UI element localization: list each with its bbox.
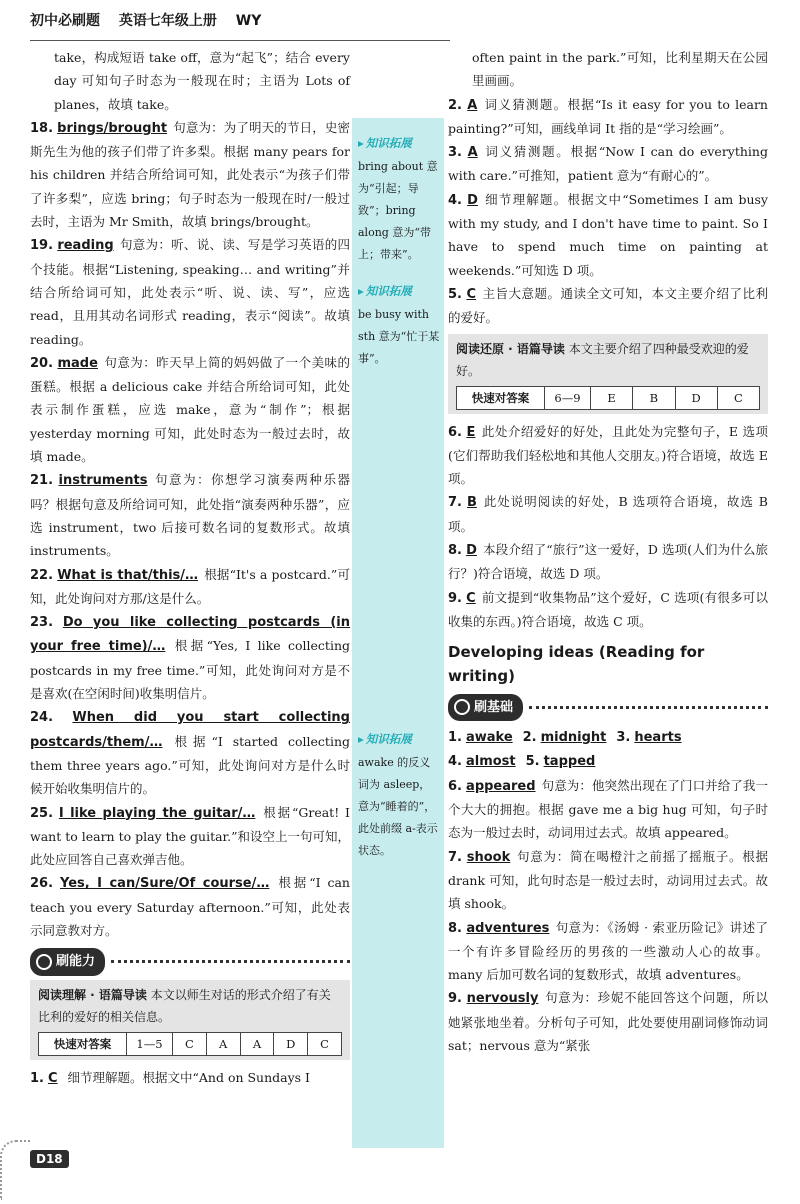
quick-answer-cell: A [207, 1033, 241, 1055]
item-number: 4. [448, 192, 462, 208]
quick-answer-cell: E [591, 387, 633, 409]
item-explanation: 此处说明阅读的好处，B 选项符合语境，故选 B 项。 [448, 494, 768, 534]
quick-answer-cell: A [241, 1033, 275, 1055]
gear-icon [454, 699, 470, 715]
item-answer: I like playing the guitar/… [58, 805, 256, 821]
section-divider [111, 960, 350, 963]
answer-item [30, 351, 350, 468]
answer-item [30, 610, 350, 705]
item-number: 22. [30, 567, 54, 583]
item-explanation: 句意为：听、说、读、写是学习英语的四个技能。根据“Listening, speaking… and writing”并结合所给词可知，此处表示“听、说、读、写”，应选 read，且用其动名词形式 reading，表示“阅读”。故填 reading。 [30, 237, 350, 347]
item-number: 19. [30, 238, 54, 254]
item-answer: adventures [466, 920, 550, 936]
item-answer: reading [57, 238, 114, 254]
item-answer: A [467, 145, 478, 161]
sidebar-tag: ▸ 知识拓展 [358, 728, 440, 750]
item-explanation: 根据“Yes, I like collecting postcards in my free time.”可知，此处询问对方是不是喜欢(在空闲时间)收集明信片。 [30, 638, 350, 702]
item-explanation: 句意为：珍妮不能回答这个问题，所以她紧张地坐着。分析句子可知，此处要使用副词修饰动词 sat；nervous 意为“紧张 [448, 990, 768, 1053]
item-explanation: 词义猜测题。根据“Is it easy for you to learn painting?”可知，画线单词 It 指的是“学习绘画”。 [448, 96, 768, 136]
edition-label: WY [235, 13, 262, 29]
answer-item [448, 774, 768, 845]
quick-answer-cell: C [320, 1036, 329, 1051]
item-explanation: 根据“Great! I want to learn to play the guitar.”和设空上一句可知，此处应回答自己喜欢弹吉他。 [30, 804, 351, 868]
section-bar-ability [30, 948, 350, 975]
answer-item [448, 282, 768, 330]
quick-answer-table [456, 386, 760, 410]
item-number: 20. [30, 355, 54, 371]
item-number: 21. [30, 473, 54, 489]
quick-answer-cell: D [274, 1033, 308, 1055]
answer-item [448, 140, 768, 188]
item-explanation: 句意为：他突然出现在了门口并给了我一个大大的拥抱。根据 gave me a big hug 可知，句子时态为一般过去时，动词用过去式。故填 appeared。 [448, 777, 768, 841]
answer-item [30, 233, 350, 350]
quick-answer-table [38, 1032, 342, 1056]
item-answer: made [57, 355, 98, 371]
item-explanation: 词义猜测题。根据“Now I can do everything with care.”可推知，patient 意为“有耐心的”。 [448, 144, 768, 184]
item-explanation: 句意为：《汤姆 · 索亚历险记》讲述了一个有许多冒险经历的男孩的一些激动人心的故事。many 后加可数名词的复数形式，故填 adventures。 [448, 919, 768, 983]
item-number: 7. [448, 849, 462, 865]
section-bar-basics [448, 694, 768, 721]
item-answer: appeared [466, 778, 536, 794]
guide-text: 本文主要介绍了四种最受欢迎的爱好。 [456, 341, 749, 378]
quick-answer-cell: C [733, 390, 743, 405]
item-explanation: 此处介绍爱好的好处，且此处为完整句子，E 选项(它们帮助我们轻松地和其他人交朋友。)符合语境，故选 E 项。 [448, 423, 768, 487]
quick-answer-cell: B [633, 387, 675, 409]
footer-decoration [0, 1140, 30, 1200]
item-number: 5. [448, 286, 462, 302]
item-number: 23. [30, 615, 54, 631]
sidebar-note: awake 的反义词为 asleep，意为“睡着的”，此处前缀 a-表示状态。 [358, 756, 438, 857]
developing-ideas-title: Developing ideas (Reading for writing) [448, 643, 705, 685]
answer-item [448, 93, 768, 141]
item-number: 6. [448, 424, 462, 440]
item-answer: instruments [58, 473, 148, 489]
quick-answer-range: 1—5 [127, 1033, 173, 1055]
page-header [30, 10, 450, 44]
item-explanation: 本段介绍了“旅行”这一爱好，D 选项(人们为什么旅行？)符合语境，故选 D 项。 [448, 542, 768, 582]
answer-item [30, 705, 350, 800]
item-answer: When did you start collecting postcards/them/… [30, 710, 350, 750]
short-answers-row: 4. almost 5. tapped [448, 754, 596, 770]
answer-item [30, 116, 350, 233]
item-explanation: 主旨大意题。通读全文可知，本文主要介绍了比利的爱好。 [448, 285, 768, 326]
item-explanation: 根据“I started collecting them three years ago.”可知，此处询问对方是什么时候开始收集明信片的。 [30, 733, 350, 797]
header-rule [30, 40, 450, 41]
left-column [30, 46, 350, 1090]
item-number: 3. [448, 145, 462, 161]
item-answer: B [466, 495, 477, 511]
sidebar-note: be busy with sth 意为“忙于某事”。 [358, 308, 440, 365]
knowledge-sidebar [352, 118, 444, 1148]
item-number: 2. [448, 97, 462, 113]
item-explanation: 根据“I can teach you every Saturday afternoon.”可知，此处表示同意教对方。 [30, 875, 350, 938]
left-answer-list [30, 116, 350, 942]
quick-answer-cell: C [173, 1033, 207, 1055]
item-explanation: 句意为：为了明天的节日，史密斯先生为他的孩子们带了许多梨。根据 many pears for his children 并结合所给词可知，此处表示“为孩子们带了许多梨”，应选 bring；句子时态为一般现在时/一般过去时，主语为 Mr Smith，故填 brings/brought。 [30, 119, 350, 230]
item-explanation: 细节理解题。根据文中“Sometimes I am busy with my study, and I don't have time to paint. So I have to spend much time on painting at weekends.”可知选 D 项。 [448, 191, 768, 278]
item-number: 24. [30, 710, 54, 726]
item-answer: C [466, 286, 477, 302]
intro-text: take，构成短语 take off，意为“起飞”；结合 every day 可知句子时态为一般现在时；主语为 Lots of planes，故填 take。 [54, 50, 350, 112]
item-explanation: 根据“It's a postcard.”可知，此处询问对方那/这是什么。 [30, 566, 350, 606]
item-answer: shook [466, 849, 511, 865]
right-column [448, 46, 768, 1057]
guide-label: 阅读理解 · 语篇导读 [38, 987, 147, 1002]
answer-item [30, 563, 350, 611]
item-explanation: 句意为：简在喝橙汁之前摇了摇瓶子。根据 drank 可知，此句时态是一般过去时，动词用过去式。故填 shook。 [448, 848, 768, 912]
right-answer-list [448, 93, 768, 330]
item-number: 8. [448, 543, 462, 559]
item-answer: D [466, 543, 477, 559]
item-explanation: 句意为：昨天早上简的妈妈做了一个美味的蛋糕。根据 a delicious cake 并结合所给词可知，此处表示制作蛋糕，应选 make，意为“制作”；根据 yesterday morning 可知，此处时态为一般过去时，故填 made。 [30, 354, 350, 465]
subject-title: 英语七年级上册 [118, 13, 217, 29]
sidebar-note: bring about 意为“引起；导致”；bring along 意为“带上；带来”。 [358, 160, 438, 261]
quick-answer-range: 6—9 [545, 387, 591, 409]
item-number: 9. [448, 991, 462, 1007]
item-number: 8. [448, 920, 462, 936]
answer-item [448, 916, 768, 987]
item-answer: E [466, 424, 476, 440]
right-answer-list-2 [448, 420, 768, 634]
item-number: 7. [448, 495, 462, 511]
sidebar-tag: ▸ 知识拓展 [358, 132, 440, 154]
section-badge: 刷能力 [30, 948, 105, 975]
item-explanation: 前文提到“收集物品”这个爱好，C 选项(有很多可以收集的东西。)符合语境，故选 C 项。 [448, 589, 768, 629]
answer-item [448, 538, 768, 586]
quick-answer-label: 快速对答案 [457, 387, 545, 409]
item-number: 9. [448, 590, 462, 606]
reading-guide-box [30, 980, 350, 1060]
item-answer: Do you like collecting postcards (in your free time)/… [30, 615, 350, 655]
right-answer-list-3 [448, 774, 768, 1058]
q1-continuation: often paint in the park.”可知，比利星期天在公园里画画。 [472, 50, 768, 89]
item-answer: A [467, 97, 478, 113]
item-answer: What is that/this/… [57, 567, 199, 583]
answer-item [448, 420, 768, 491]
answer-item [448, 188, 768, 282]
reading-guide-box [448, 334, 768, 414]
item-explanation: 句意为：你想学习演奏两种乐器吗？根据句意及所给词可知，此处指“演奏两种乐器”，应选 instrument，two 后接可数名词的复数形式。故填 instruments。 [30, 472, 350, 559]
guide-label: 阅读还原 · 语篇导读 [456, 341, 565, 356]
item-number: 26. [30, 876, 54, 892]
answer-item [448, 490, 768, 538]
quick-answer-label: 快速对答案 [39, 1033, 127, 1055]
gear-icon [36, 954, 52, 970]
item-answer: nervously [466, 991, 539, 1007]
item-answer: C [466, 590, 476, 606]
item-number: 18. [30, 120, 54, 136]
answer-item [448, 986, 768, 1057]
answer-item [448, 586, 768, 634]
page-number: D18 [30, 1150, 69, 1168]
answer-item: 1. C 细节理解题。根据文中“And on Sundays I [30, 1069, 310, 1086]
item-number: 25. [30, 805, 54, 821]
short-answers-row: 1. awake 2. midnight 3. hearts [448, 730, 682, 746]
item-number: 6. [448, 778, 462, 794]
answer-item [30, 871, 350, 942]
item-answer: D [467, 192, 478, 208]
guide-text: 本文以师生对话的形式介绍了有关比利的爱好的相关信息。 [38, 987, 331, 1024]
book-title: 初中必刷题 [30, 13, 100, 29]
answer-item [30, 801, 350, 872]
section-divider [529, 706, 768, 709]
item-answer: brings/brought [57, 120, 168, 136]
answer-item [448, 845, 768, 916]
section-badge: 刷基础 [448, 694, 523, 721]
quick-answer-cell: D [676, 387, 718, 409]
answer-item [30, 468, 350, 562]
sidebar-tag: ▸ 知识拓展 [358, 280, 440, 302]
item-answer: Yes, I can/Sure/Of course/… [59, 876, 270, 892]
